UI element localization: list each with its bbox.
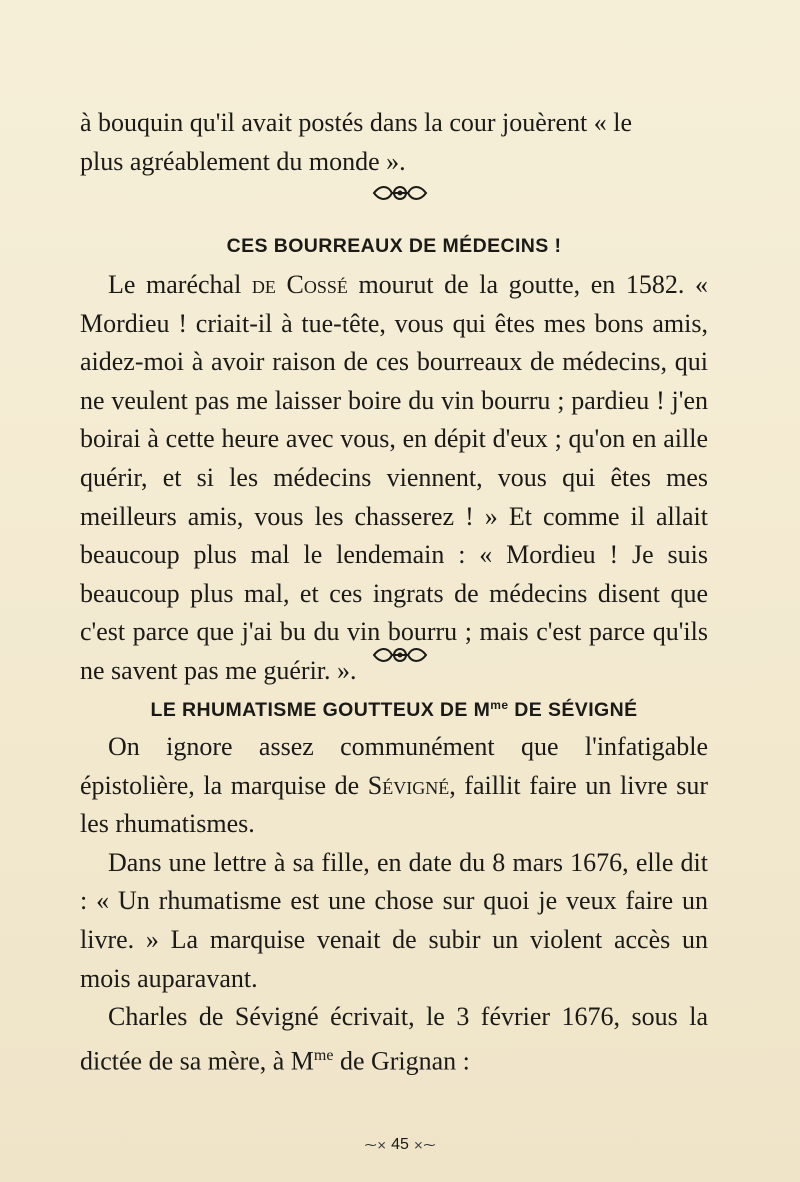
cosse-particle: de	[251, 270, 276, 299]
fleuron-ornament-icon	[370, 181, 430, 205]
sevigne-name: Sévigné	[367, 770, 450, 800]
page-folio	[340, 1136, 460, 1154]
section-heading-bourreaux: CES BOURREAUX DE MÉDECINS !	[226, 235, 562, 257]
intro-line-1: à bouquin qu'il avait postés dans la cour jouèrent « le	[80, 108, 632, 137]
cosse-space	[276, 270, 287, 299]
sevigne-3-a: Charles de Sévigné écrivait, le 3 février 1676, sous la dictée de sa mère, à M	[80, 1002, 708, 1076]
section-heading-rhumatisme	[80, 698, 708, 722]
intro-line-2: plus agréablement du monde ».	[80, 146, 406, 176]
heading-rhumatisme-sup: me	[490, 698, 509, 712]
heading-rhumatisme-b: DE SÉVIGNÉ	[508, 699, 638, 721]
sevigne-3-sup: me	[313, 1046, 334, 1064]
section-cosse-body	[80, 266, 708, 691]
fleuron-ornament-icon	[370, 643, 430, 667]
paragraph-cosse	[80, 266, 708, 691]
sevigne-3-b: de Grignan :	[333, 1046, 470, 1076]
paragraph-sevigne-1	[80, 728, 708, 844]
folio-right-mark: ⨯⁓	[413, 1138, 436, 1152]
section-sevigne-body	[80, 728, 708, 1081]
cosse-text-start: Le maréchal	[108, 270, 252, 299]
cosse-text-rest: mourut de la goutte, en 1582. « Mordieu ! criait-il à tue-tête, vous qui êtes mes bons amis, aidez-moi à avoir raison de ces bourreaux de médecins, qui ne veulent pas me laisser boire du vin bourru ; pardieu ! j'en boirai à cette heure avec vous, en dépit d'eux ; qu'on en aille quérir, et si les médecins viennent, vous qui êtes mes meilleurs amis, vous les chasserez ! » Et comme il allait beaucoup plus mal le lendemain : « Mordieu ! Je suis beaucoup plus mal, et ces ingrats de médecins disent que c'est parce que j'ai bu du vin bourru ; mais c'est parce qu'ils ne savent pas me guérir. ».	[80, 270, 709, 685]
cosse-name: Cossé	[286, 270, 348, 299]
intro-paragraph	[80, 104, 708, 181]
paragraph-sevigne-3	[80, 998, 708, 1081]
heading-rhumatisme-a: LE RHUMATISME GOUTTEUX DE M	[150, 699, 491, 721]
sevigne-1-b: , faillit faire un livre sur les rhumatismes.	[80, 770, 708, 839]
folio-left-mark: ⁓⨯	[364, 1138, 387, 1152]
page-number: 45	[391, 1136, 409, 1153]
sevigne-1-a: On ignore assez communément que l'infatigable épistolière, la marquise de	[80, 732, 708, 800]
paragraph-sevigne-2: Dans une lettre à sa fille, en date du 8 mars 1676, elle dit : « Un rhumatisme est une chose sur quoi je veux faire un livre. » La marquise venait de subir un violent accès un mois auparavant.	[80, 847, 708, 993]
